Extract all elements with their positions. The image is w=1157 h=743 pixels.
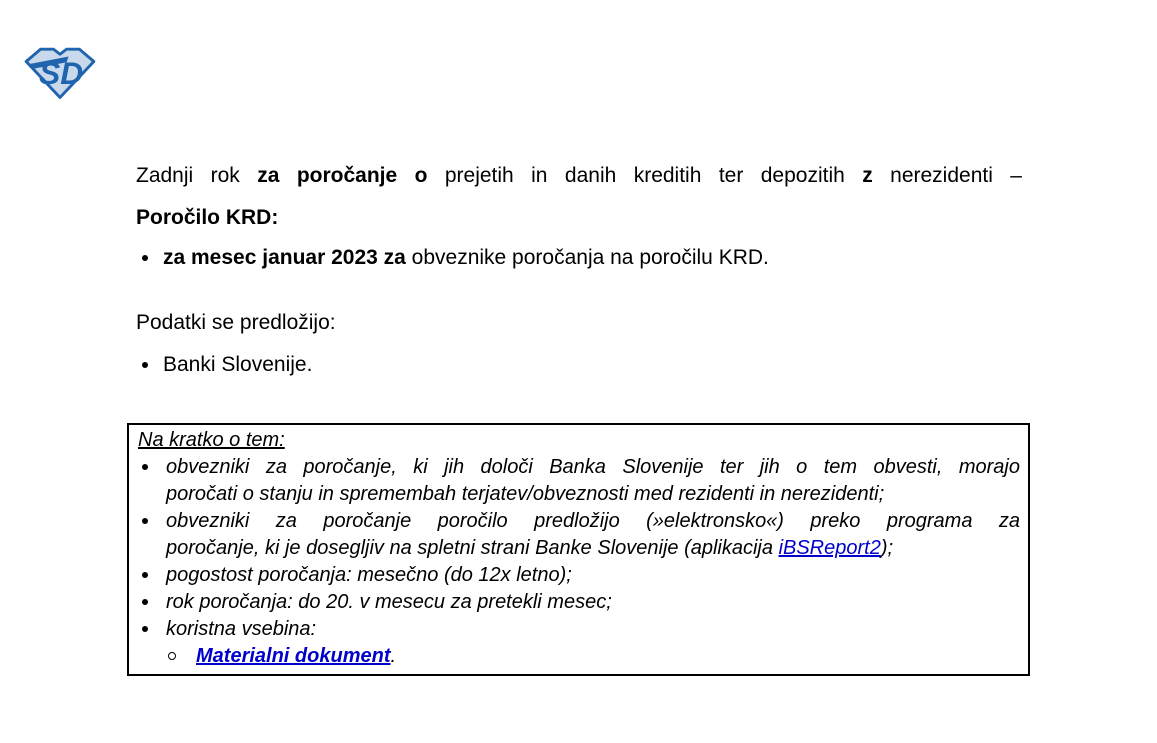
intro-text-bold2: z (862, 164, 873, 187)
ibsreport2-link[interactable]: iBSReport2 (778, 537, 881, 559)
deadline-bullet-item (136, 245, 1022, 271)
list-item-text: pogostost poročanja: mesečno (do 12x letno); (166, 564, 572, 586)
list-item (138, 562, 1020, 589)
circle-bullet-marker (168, 643, 196, 660)
bullet-marker (138, 508, 166, 524)
list-item-line1: obvezniki za poročanje, ki jih določi Banka Slovenije ter jih o tem obvesti, morajo (166, 456, 1020, 478)
recipient-bullet-text: Banki Slovenije. (163, 353, 313, 376)
list-item-text (166, 454, 1020, 508)
bullet-marker (138, 454, 166, 470)
list-item-text (166, 508, 1020, 562)
sub-list-item-text (196, 643, 396, 670)
sd-logo-letters: SD (39, 54, 84, 91)
intro-text-regular3: nerezidenti – (872, 164, 1022, 187)
info-box-title: Na kratko o tem: (138, 429, 285, 451)
bullet-marker (138, 616, 166, 632)
list-item (138, 616, 1020, 643)
deadline-bold-text: za mesec januar 2023 za (163, 246, 406, 269)
intro-text-regular2: prejetih in danih kreditih ter depozitih (427, 164, 863, 187)
bullet-marker (136, 352, 163, 368)
list-item-line2-post: ); (880, 537, 894, 559)
deadline-bullet-text (163, 245, 1022, 271)
list-item (138, 508, 1020, 562)
intro-paragraph-line1 (136, 163, 1022, 189)
list-item-line2 (166, 535, 1020, 562)
bullet-marker (138, 589, 166, 605)
list-item-line2: poročati o stanju in spremembah terjatev/obveznosti med rezidenti in nerezidenti; (166, 483, 885, 505)
sd-logo (24, 46, 96, 100)
podatki-label: Podatki se predložijo: (136, 311, 336, 334)
info-box (127, 423, 1030, 676)
intro-paragraph-line2: Poročilo KRD: (136, 206, 279, 229)
sub-list-item-suffix: . (390, 645, 397, 667)
list-item-line2-pre: poročanje, ki je dosegljiv na spletni strani Banke Slovenije (aplikacija (166, 537, 779, 559)
list-item (138, 589, 1020, 616)
intro-text-regular1: Zadnji rok (136, 164, 258, 187)
sub-list-item (138, 643, 1020, 670)
materialni-dokument-link[interactable]: Materialni dokument (196, 645, 391, 667)
deadline-regular-text: obveznike poročanja na poročilu KRD. (405, 246, 769, 269)
list-item-text: rok poročanja: do 20. v mesecu za pretekli mesec; (166, 591, 612, 613)
list-item-line1: obvezniki za poročanje poročilo predložijo (»elektronsko«) preko programa za (166, 510, 1020, 532)
list-item (138, 454, 1020, 508)
recipient-bullet-item (136, 352, 1022, 378)
bullet-marker (138, 562, 166, 578)
bullet-marker (136, 245, 163, 261)
intro-text-bold1: za poročanje o (257, 164, 428, 187)
list-item-text: koristna vsebina: (166, 618, 317, 640)
